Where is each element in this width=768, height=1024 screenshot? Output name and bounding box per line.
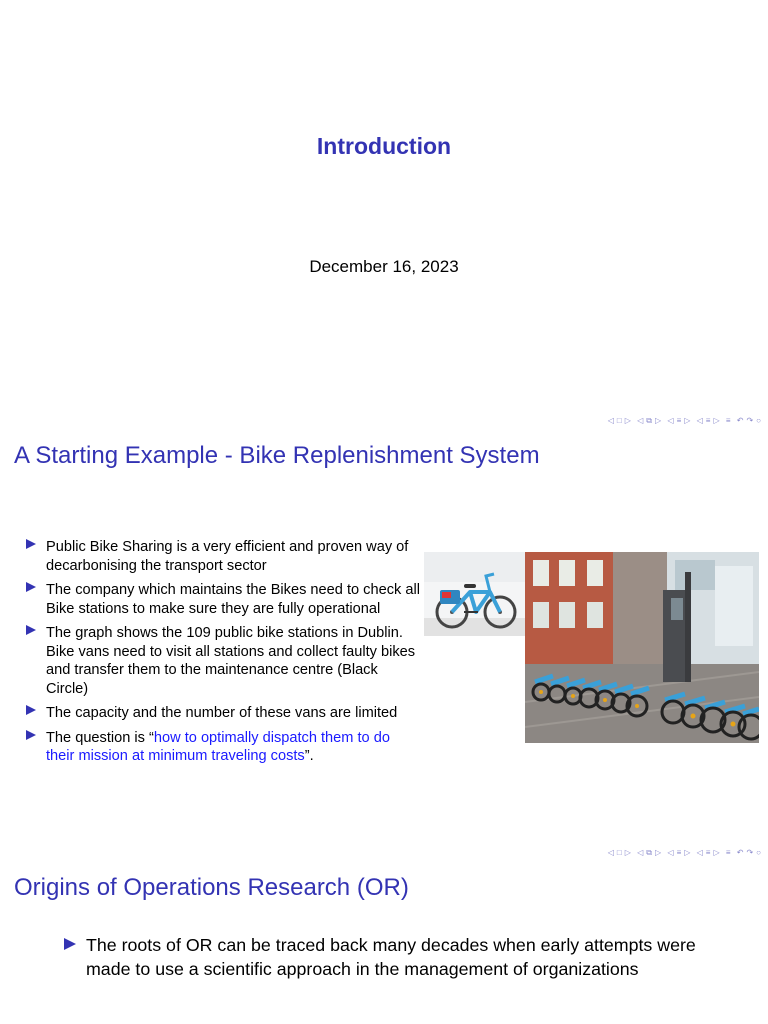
- nav-back-icon[interactable]: ↶: [736, 416, 745, 425]
- bike-example-slide: [0, 432, 768, 864]
- nav-slide-icon[interactable]: □: [616, 416, 623, 425]
- nav-section-icon[interactable]: ≡: [705, 416, 712, 425]
- nav-menu-icon[interactable]: ≡: [725, 848, 732, 857]
- presentation-date: December 16, 2023: [309, 257, 459, 276]
- nav-next-section-icon[interactable]: ▷: [713, 416, 721, 425]
- list-item: The company which maintains the Bikes need to check all Bike stations to make sure they are fully operational: [26, 581, 422, 618]
- nav-forward-icon[interactable]: ↷: [746, 848, 755, 857]
- nav-search-icon[interactable]: ○: [756, 416, 762, 425]
- nav-prev-icon[interactable]: ◁: [607, 848, 615, 857]
- nav-prev-subsection-icon[interactable]: ◁: [667, 416, 675, 425]
- single-bike-photo: [424, 552, 526, 636]
- nav-next-frame-icon[interactable]: ▷: [655, 416, 663, 425]
- question-highlight: how to optimally dispatch them to do their mission at minimum traveling costs: [46, 729, 390, 764]
- nav-subsection-icon[interactable]: ≡: [676, 416, 683, 425]
- bullet-triangle-icon: [26, 730, 36, 740]
- slide-title: Origins of Operations Research (OR): [14, 874, 409, 901]
- nav-next-icon[interactable]: ▷: [624, 416, 632, 425]
- nav-menu-icon[interactable]: ≡: [725, 416, 732, 425]
- nav-next-subsection-icon[interactable]: ▷: [684, 416, 692, 425]
- nav-frame-icon[interactable]: ⧉: [646, 848, 654, 857]
- title-slide: [0, 0, 768, 432]
- nav-next-frame-icon[interactable]: ▷: [655, 848, 663, 857]
- nav-next-icon[interactable]: ▷: [624, 848, 632, 857]
- question-prefix: The question is “: [46, 729, 154, 746]
- nav-prev-frame-icon[interactable]: ◁: [637, 416, 645, 425]
- nav-section-icon[interactable]: ≡: [705, 848, 712, 857]
- list-item: Public Bike Sharing is a very efficient and proven way of decarbonising the transport sector: [26, 538, 422, 575]
- nav-back-icon[interactable]: ↶: [736, 848, 745, 857]
- nav-prev-section-icon[interactable]: ◁: [696, 848, 704, 857]
- or-origins-slide: [0, 864, 768, 1024]
- navigation-bar[interactable]: [606, 416, 762, 426]
- navigation-bar[interactable]: [606, 848, 762, 858]
- bullet-triangle-icon: [64, 938, 76, 950]
- bullet-triangle-icon: [26, 625, 36, 635]
- bullet-list: [26, 538, 422, 772]
- bullet-triangle-icon: [26, 539, 36, 549]
- nav-prev-section-icon[interactable]: ◁: [696, 416, 704, 425]
- list-item: The capacity and the number of these vans are limited: [26, 704, 422, 723]
- nav-subsection-icon[interactable]: ≡: [676, 848, 683, 857]
- bullet-triangle-icon: [26, 705, 36, 715]
- nav-prev-subsection-icon[interactable]: ◁: [667, 848, 675, 857]
- nav-prev-frame-icon[interactable]: ◁: [637, 848, 645, 857]
- nav-next-section-icon[interactable]: ▷: [713, 848, 721, 857]
- nav-prev-icon[interactable]: ◁: [607, 416, 615, 425]
- list-item: The graph shows the 109 public bike stations in Dublin. Bike vans need to visit all stations and collect faulty bikes and transfer them to the maintenance centre (Black Circle): [26, 624, 422, 698]
- nav-frame-icon[interactable]: ⧉: [646, 416, 654, 425]
- slide-title: A Starting Example - Bike Replenishment System: [14, 442, 540, 469]
- nav-next-subsection-icon[interactable]: ▷: [684, 848, 692, 857]
- list-item: [26, 729, 422, 766]
- nav-forward-icon[interactable]: ↷: [746, 416, 755, 425]
- bullet-list: [64, 934, 744, 981]
- question-suffix: ”.: [304, 748, 314, 764]
- bike-station-photo: [525, 552, 759, 743]
- nav-search-icon[interactable]: ○: [756, 848, 762, 857]
- presentation-title: Introduction: [316, 133, 452, 159]
- nav-slide-icon[interactable]: □: [616, 848, 623, 857]
- bullet-triangle-icon: [26, 582, 36, 592]
- list-item: The roots of OR can be traced back many decades when early attempts were made to use a scientific approach in the management of organizations: [64, 934, 744, 981]
